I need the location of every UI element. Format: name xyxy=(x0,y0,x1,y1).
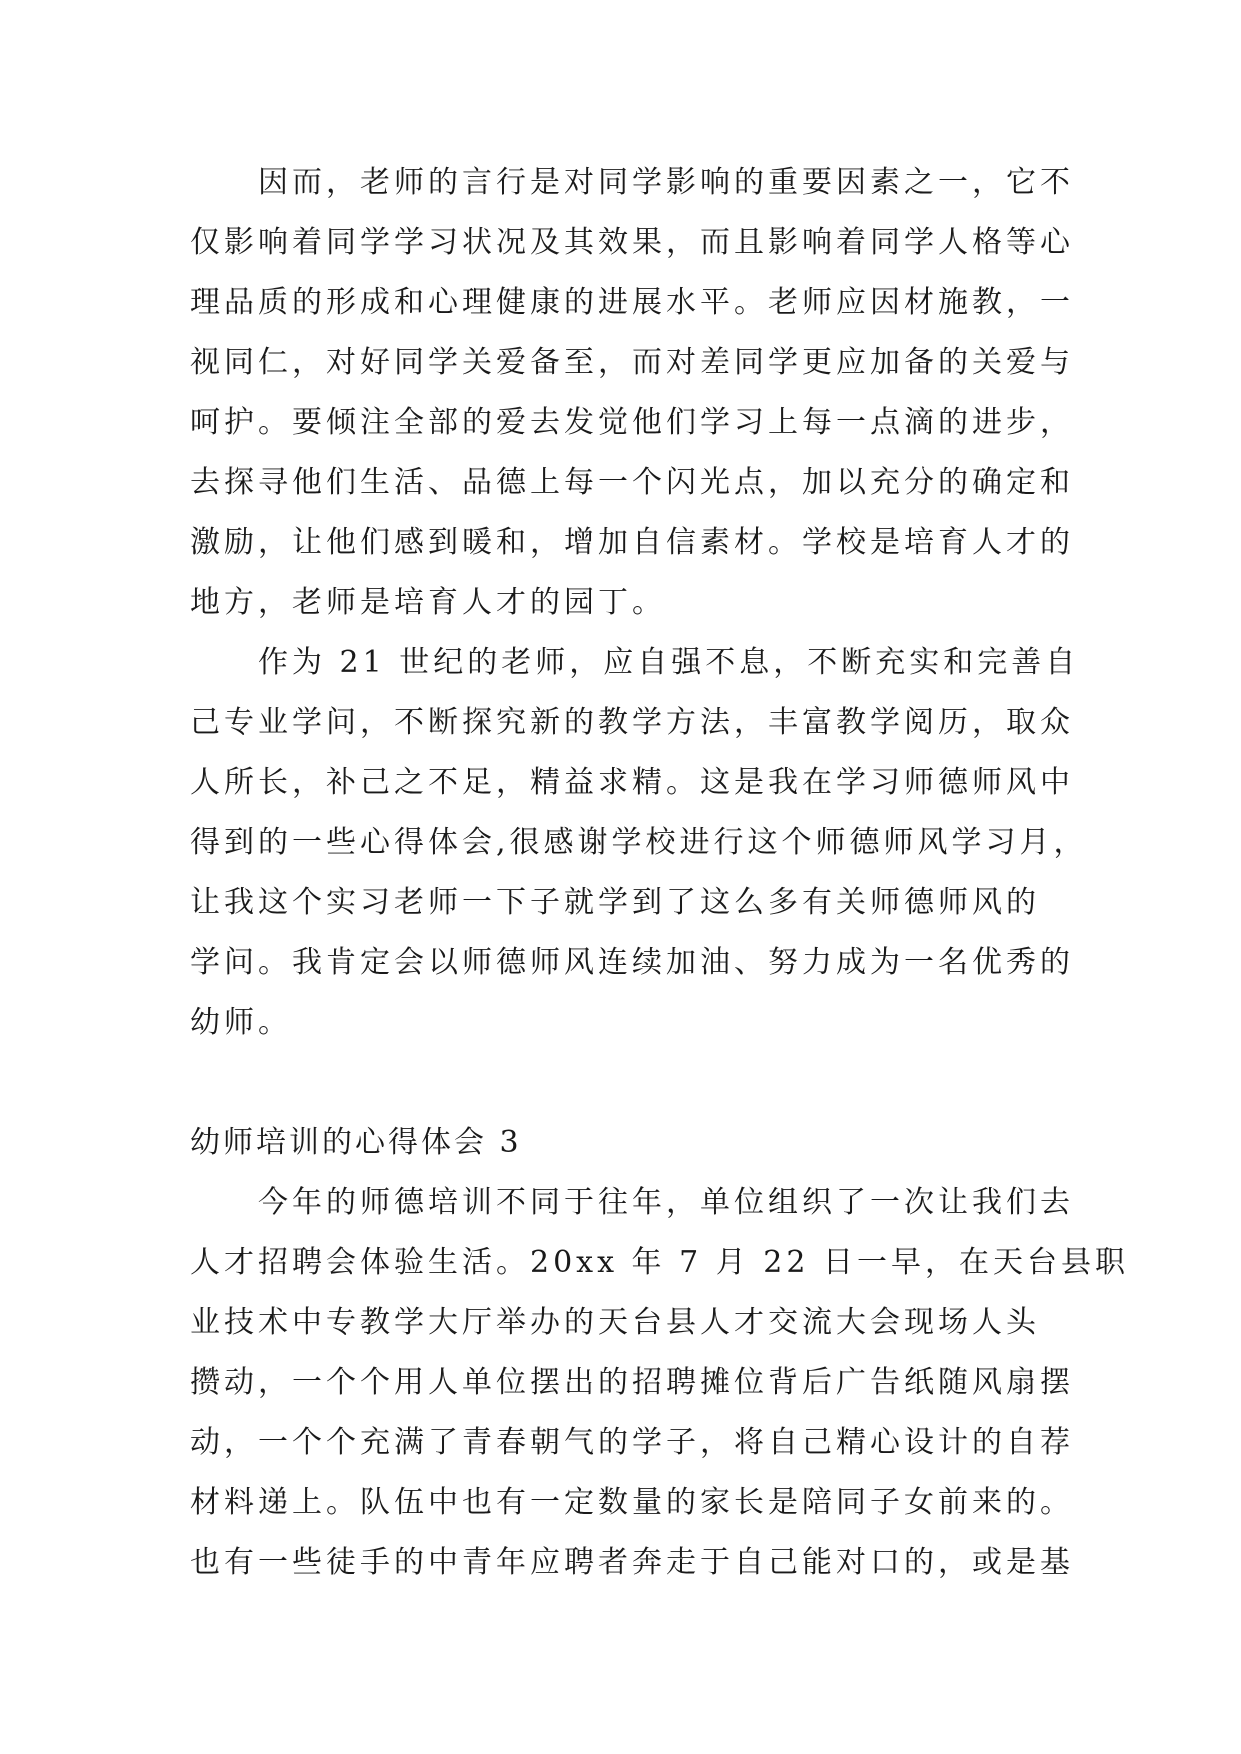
text-line: 呵护。要倾注全部的爱去发觉他们学习上每一点滴的进步， xyxy=(190,405,1074,440)
text-line: 也有一些徒手的中青年应聘者奔走于自己能对口的，或是基 xyxy=(190,1545,1074,1580)
text-line: 己专业学问，不断探究新的教学方法，丰富教学阅历，取众 xyxy=(190,705,1074,740)
text-line: 人才招聘会体验生活。20xx 年 7 月 22 日一早，在天台县职 xyxy=(190,1245,1129,1280)
text-line: 让我这个实习老师一下子就学到了这么多有关师德师风的 xyxy=(190,885,1040,920)
text-line: 激励，让他们感到暖和，增加自信素材。学校是培育人才的 xyxy=(190,525,1074,560)
text-line: 地方，老师是培育人才的园丁。 xyxy=(190,585,666,620)
text-line: 视同仁，对好同学关爱备至，而对差同学更应加备的关爱与 xyxy=(190,345,1074,380)
paragraph-3 xyxy=(190,1173,1129,1593)
text-line: 动，一个个充满了青春朝气的学子，将自己精心设计的自荐 xyxy=(190,1425,1074,1460)
text-line: 今年的师德培训不同于往年，单位组织了一次让我们去 xyxy=(190,1185,1074,1220)
text-line: 业技术中专教学大厅举办的天台县人才交流大会现场人头 xyxy=(190,1305,1040,1340)
text-line: 幼师。 xyxy=(190,1005,292,1040)
paragraph-1 xyxy=(190,153,1080,633)
section-spacer xyxy=(190,1053,1080,1113)
section-title: 幼师培训的心得体会 3 xyxy=(190,1125,522,1160)
text-line: 仅影响着同学学习状况及其效果，而且影响着同学人格等心 xyxy=(190,225,1074,260)
text-line: 材料递上。队伍中也有一定数量的家长是陪同子女前来的。 xyxy=(190,1485,1074,1520)
text-line: 因而，老师的言行是对同学影响的重要因素之一，它不 xyxy=(190,165,1074,200)
paragraph-2 xyxy=(190,633,1088,1053)
text-line: 攒动，一个个用人单位摆出的招聘摊位背后广告纸随风扇摆 xyxy=(190,1365,1074,1400)
text-line: 人所长，补己之不足，精益求精。这是我在学习师德师风中 xyxy=(190,765,1074,800)
text-line: 去探寻他们生活、品德上每一个闪光点，加以充分的确定和 xyxy=(190,465,1074,500)
text-line: 作为 21 世纪的老师，应自强不息，不断充实和完善自 xyxy=(190,645,1080,680)
text-line: 得到的一些心得体会,很感谢学校进行这个师德师风学习月， xyxy=(190,825,1088,860)
text-line: 学问。我肯定会以师德师风连续加油、努力成为一名优秀的 xyxy=(190,945,1074,980)
document-body xyxy=(190,153,1129,1593)
text-line: 理品质的形成和心理健康的进展水平。老师应因材施教，一 xyxy=(190,285,1074,320)
